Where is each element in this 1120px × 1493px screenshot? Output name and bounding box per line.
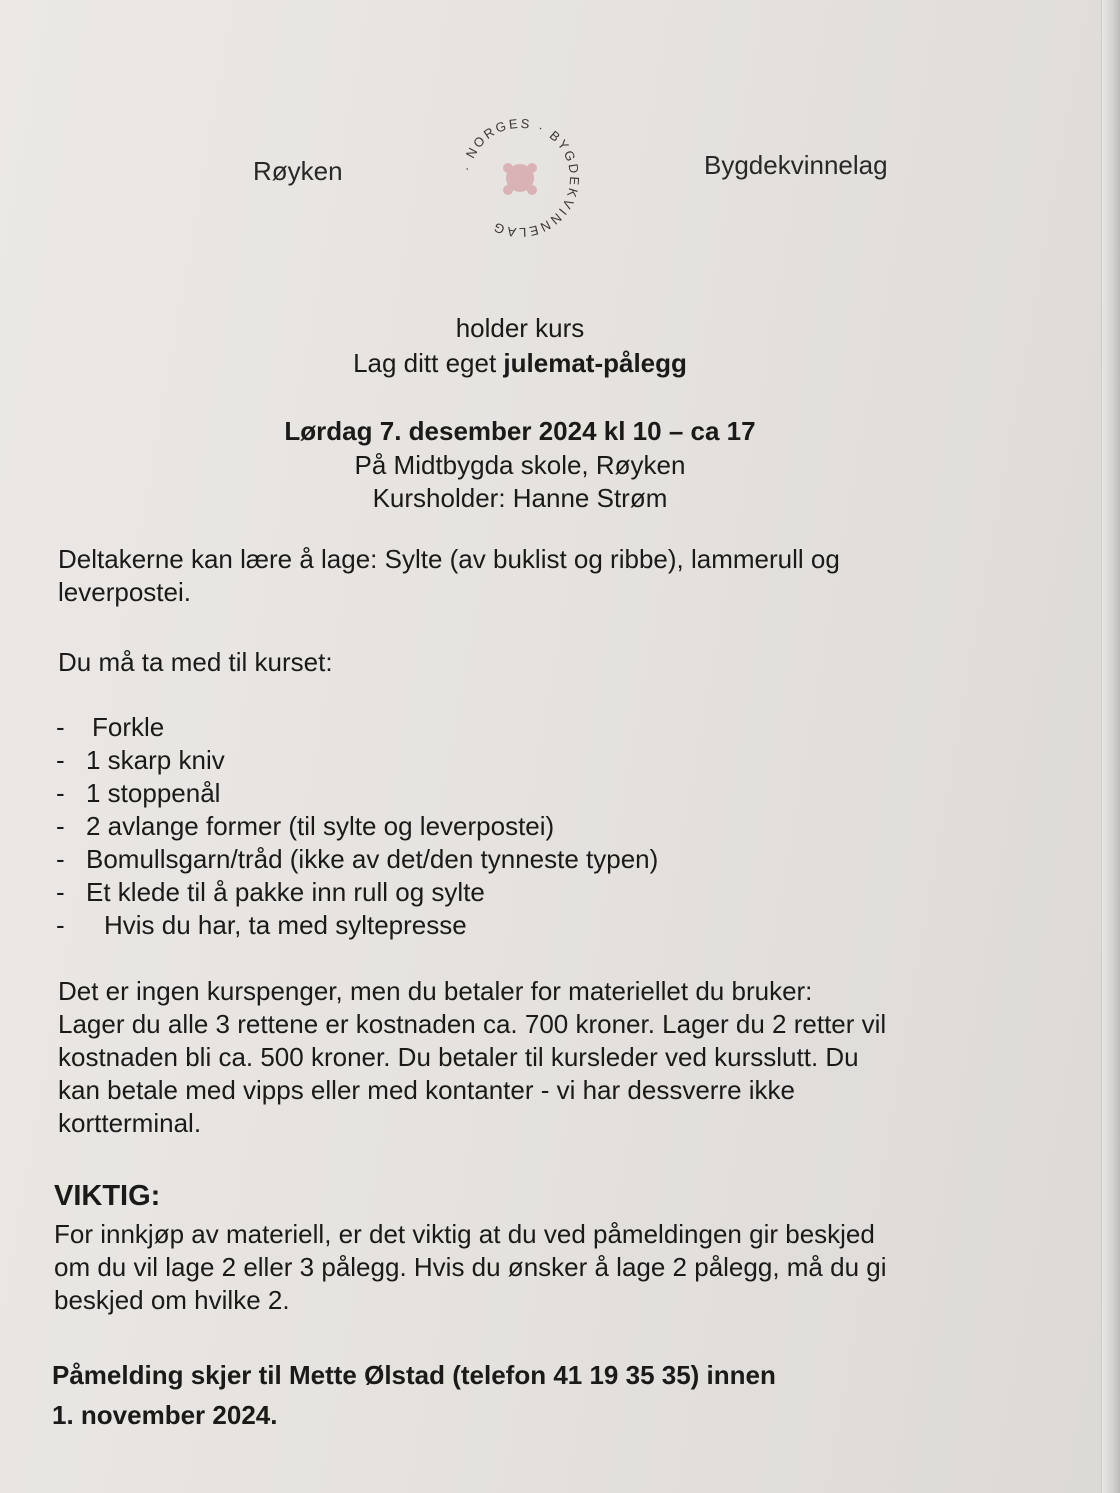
- bring-heading: Du må ta med til kurset:: [58, 647, 333, 677]
- svg-text:· NORGES · BYGDEKVINNELAG: · NORGES · BYGDEKVINNELAG: [458, 115, 583, 241]
- description: [58, 543, 840, 609]
- important-line-1: For innkjøp av materiell, er det viktig at du ved påmeldingen gir beskjed: [54, 1219, 875, 1249]
- list-item: - Forkle: [56, 712, 165, 742]
- list-item: - Bomullsgarn/tråd (ikke av det/den tynneste typen): [56, 844, 659, 874]
- list-item: - 1 skarp kniv: [56, 745, 225, 775]
- cost-line-5: kortterminal.: [58, 1108, 202, 1138]
- list-item: - Hvis du har, ta med syltepresse: [56, 910, 467, 940]
- event-instructor: Kursholder: Hanne Strøm: [372, 483, 668, 513]
- list-item: - 2 avlange former (til sylte og leverpostei): [56, 811, 555, 841]
- event-location: På Midtbygda skole, Røyken: [354, 450, 686, 480]
- description-line-2: leverpostei.: [58, 577, 191, 607]
- registration-line-2: 1. november 2024.: [52, 1400, 278, 1430]
- header-right-text: Bygdekvinnelag: [704, 150, 888, 180]
- cost-paragraph: [58, 975, 886, 1140]
- important-paragraph: [54, 1218, 886, 1317]
- cost-line-4: kan betale med vipps eller med kontanter - vi har dessverre ikke: [58, 1075, 796, 1105]
- event-date: Lørdag 7. desember 2024 kl 10 – ca 17: [284, 416, 756, 446]
- intro-line-2-bold: julemat-pålegg: [503, 348, 687, 378]
- important-heading: VIKTIG:: [54, 1180, 161, 1212]
- list-item: - Et klede til å pakke inn rull og sylte: [56, 877, 485, 907]
- header-left-text: Røyken: [253, 156, 343, 186]
- bygdekvinnelag-logo-icon: [450, 108, 590, 248]
- registration-line-1: Påmelding skjer til Mette Ølstad (telefon 41 19 35 35) innen: [52, 1360, 776, 1390]
- cost-line-3: kostnaden bli ca. 500 kroner. Du betaler til kursleder ved kursslutt. Du: [58, 1042, 859, 1072]
- important-line-2: om du vil lage 2 eller 3 pålegg. Hvis du ønsker å lage 2 pålegg, må du gi: [54, 1252, 887, 1282]
- description-line-1: Deltakerne kan lære å lage: Sylte (av buklist og ribbe), lammerull og: [58, 544, 840, 574]
- cost-line-2: Lager du alle 3 rettene er kostnaden ca. 700 kroner. Lager du 2 retter vil: [58, 1009, 887, 1039]
- important-line-3: beskjed om hvilke 2.: [54, 1285, 290, 1315]
- registration-paragraph: [52, 1355, 776, 1435]
- intro-line-2-prefix: Lag ditt eget: [353, 348, 504, 378]
- intro-line-1: holder kurs: [455, 313, 585, 343]
- cost-line-1: Det er ingen kurspenger, men du betaler for materiellet du bruker:: [58, 976, 813, 1006]
- intro-line-2: [220, 348, 820, 379]
- bring-list: [56, 711, 658, 942]
- list-item: - 1 stoppenål: [56, 778, 221, 808]
- paper-edge: [1101, 0, 1120, 1493]
